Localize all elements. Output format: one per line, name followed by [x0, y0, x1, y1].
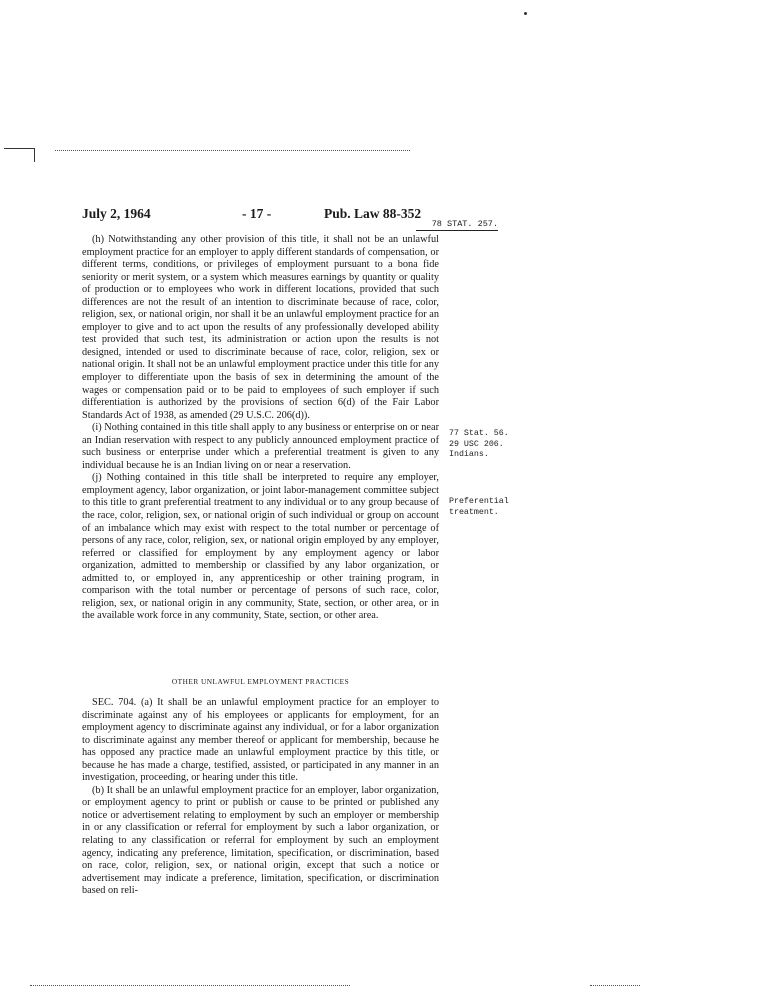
scan-dot [524, 12, 527, 15]
section-text [82, 697, 439, 898]
scan-rule-bottom-right [590, 985, 640, 986]
scan-corner-mark-h [4, 148, 34, 149]
paragraph-sec-704-b: (b) It shall be an unlawful employment practice for an employer, labor organization, or employment agency to print or publish or cause to be printed or published any notice or advertisement relating to employment by such an employer or membership in or any classification or referral for employment by such a labor organization, or relating to any classification or referral for employment by such an employment agency, indicating any preference, limitation, specification, or discrimination, based on race, color, religion, sex, or national origin, except that such a notice or advertisement may indicate a preference, limitation, specification, or discrimination based on reli- [82, 784, 439, 897]
paragraph-i: (i) Nothing contained in this title shall apply to any business or enterprise on or near an Indian reservation with respect to any publicly announced employment practice of such business or enterprise under which a preferential treatment is given to any individual because he is an Indian living on or near a reservation. [82, 422, 439, 471]
margin-note-preferential-treatment: Preferential treatment. [449, 497, 509, 517]
scan-rule-bottom [30, 985, 350, 986]
header-page-number: - 17 - [242, 206, 272, 221]
paragraph-j: (j) Nothing contained in this title shall be interpreted to require any employer, employment agency, labor organization, or joint labor-management committee subject to this title to grant preferential treatment to any individual or to any group because of the race, color, religion, sex, or national origin of such individual or group on account of an imbalance which may exist with respect to the total number or percentage of persons of any race, color, religion, sex, or national origin employed by any employer, referred or classified for employment by any employment agency or labor organization, admitted to membership or classified by any labor organization, or admitted to, or employed in, any apprenticeship or other training program, in comparison with the total number or percentage of persons of such race, color, religion, sex, or national origin in any community, State, section, or other area, or in the available work force in any community, State, section, or other area. [82, 472, 439, 622]
section-heading: OTHER UNLAWFUL EMPLOYMENT PRACTICES [171, 677, 350, 686]
body-text [82, 234, 439, 623]
margin-note-indians: 77 Stat. 56. 29 USC 206. Indians. [449, 429, 509, 459]
header-date: July 2, 1964 [82, 206, 151, 221]
header-stat-reference: 78 STAT. 257. [416, 219, 498, 231]
paragraph-sec-704-a: SEC. 704. (a) It shall be an unlawful employment practice for an employer to discriminate against any of his employees or applicants for employment, for an employment agency to discriminate against any individual, or for a labor organization to discriminate against any member thereof or applicant for membership, because he has opposed any practice made an unlawful employment practice by this title, or because he has made a charge, testified, assisted, or participated in any manner in an investigation, proceeding, or hearing under this title. [82, 697, 439, 784]
scan-rule-top [55, 150, 410, 151]
paragraph-h: (h) Notwithstanding any other provision of this title, it shall not be an unlawful employment practice for an employer to apply different standards of compensation, or different terms, conditions, or privileges of employment pursuant to a bona fide seniority or merit system, or a system which measures earnings by quantity or quality of production or to employees who work in different locations, provided that such differences are not the result of an intention to discriminate because of race, color, religion, sex, or national origin, nor shall it be an unlawful employment practice for an employer to give and to act upon the results of any professionally developed ability test provided that such test, its administration or action upon the results is not designed, intended or used to discriminate because of race, color, religion, sex or national origin. It shall not be an unlawful employment practice under this title for any employer to differentiate upon the basis of sex in determining the amount of the wages or compensation paid or to be paid to employees of such employer if such differentiation is authorized by the provisions of section 6(d) of the Fair Labor Standards Act of 1938, as amended (29 U.S.C. 206(d)). [82, 234, 439, 421]
scan-corner-mark-v [34, 148, 35, 162]
header-public-law: Pub. Law 88-352 [324, 206, 422, 221]
